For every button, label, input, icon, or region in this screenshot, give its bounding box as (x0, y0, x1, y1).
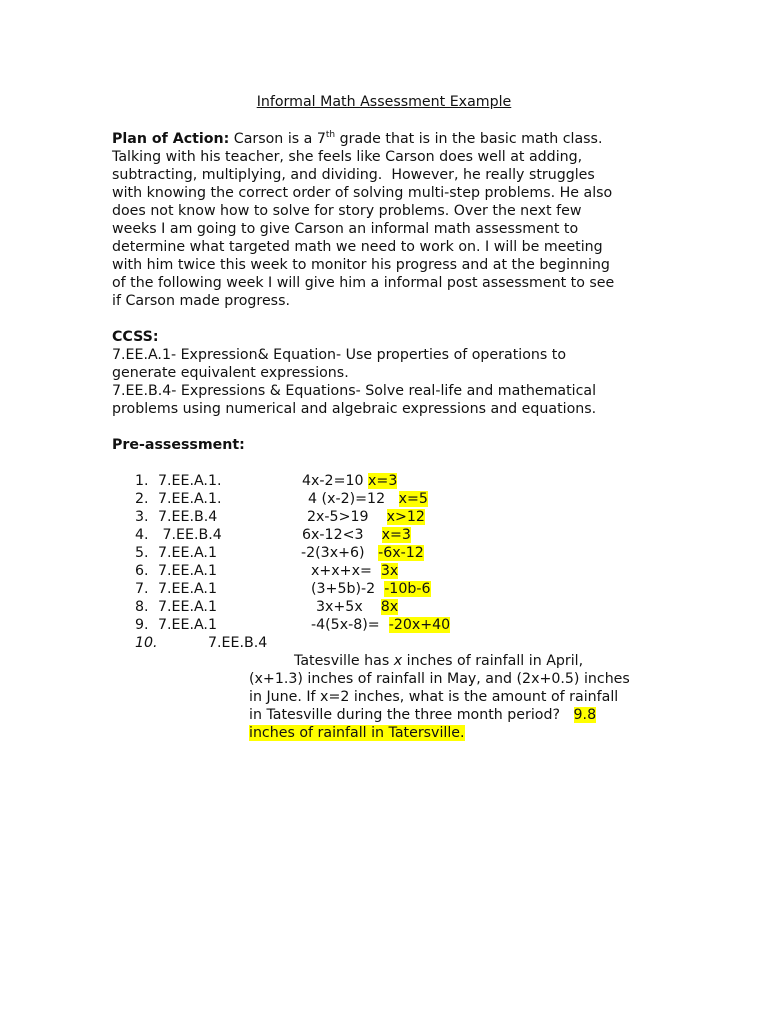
item-number: 7. (135, 581, 149, 597)
item-answer: 3x (380, 563, 399, 579)
plan-line: of the following week I will give him a informal post assessment to see (112, 275, 615, 291)
item-answer: x=3 (381, 527, 411, 543)
item-standard: 7.EE.B.4 (158, 509, 218, 525)
variable-x: x (393, 653, 403, 669)
word-problem-line: (x+1.3) inches of rainfall in May, and (2x+0.5) inches (249, 671, 630, 687)
word-problem-line: Tatesville has x inches of rainfall in April, (294, 653, 584, 669)
item-answer: -10b-6 (384, 581, 431, 597)
item-number: 3. (135, 509, 149, 525)
pre-assessment-heading: Pre-assessment: (112, 437, 245, 453)
document-title: Informal Math Assessment Example (256, 94, 512, 110)
item-answer: x=5 (398, 491, 428, 507)
plan-first-line (112, 130, 602, 148)
item-number: 5. (135, 545, 149, 561)
item-expression: 6x-12<3 x=3 (302, 527, 411, 543)
plan-first-post: grade that is in the basic math class. (335, 131, 603, 147)
ccss-line: problems using numerical and algebraic expressions and equations. (112, 401, 597, 417)
item-expression: 4x-2=10 x=3 (302, 473, 398, 489)
item-expression: 2x-5>19 x>12 (307, 509, 425, 525)
plan-line: subtracting, multiplying, and dividing. However, he really struggles (112, 167, 595, 183)
item-number: 9. (135, 617, 149, 633)
item-standard: 7.EE.A.1 (158, 599, 217, 615)
item-standard: 7.EE.A.1 (158, 581, 217, 597)
item-number: 10. (135, 635, 158, 651)
plan-line: Talking with his teacher, she feels like Carson does well at adding, (112, 149, 583, 165)
item-expression: 3x+5x 8x (316, 599, 399, 615)
item-answer: -6x-12 (378, 545, 424, 561)
item-answer: 9.8 (573, 707, 597, 723)
item-expression: -2(3x+6) -6x-12 (301, 545, 424, 561)
item-expression: (3+5b)-2 -10b-6 (311, 581, 431, 597)
word-problem-line: in June. If x=2 inches, what is the amount of rainfall (249, 689, 619, 705)
item-answer: -20x+40 (388, 617, 451, 633)
word-problem-answer-line (249, 724, 465, 742)
item-standard: 7.EE.A.1 (158, 545, 217, 561)
item-number: 2. (135, 491, 149, 507)
ccss-line: 7.EE.B.4- Expressions & Equations- Solve real-life and mathematical (112, 383, 597, 399)
item-number: 6. (135, 563, 149, 579)
plan-first-pre: Carson is a 7 (229, 131, 326, 147)
plan-line: weeks I am going to give Carson an informal math assessment to (112, 221, 579, 237)
item-number: 1. (135, 473, 149, 489)
item-number: 8. (135, 599, 149, 615)
item-standard: 7.EE.A.1. (158, 473, 222, 489)
item-standard: 7.EE.A.1 (158, 563, 217, 579)
item-standard: 7.EE.A.1. (158, 491, 222, 507)
item-expression: -4(5x-8)= -20x+40 (311, 617, 451, 633)
plan-line: with knowing the correct order of solving multi-step problems. He also (112, 185, 613, 201)
item-answer: x=3 (368, 473, 398, 489)
item-answer: x>12 (386, 509, 425, 525)
item-standard: 7.EE.B.4 (158, 527, 222, 543)
ccss-line: generate equivalent expressions. (112, 365, 349, 381)
item-expression: 4 (x-2)=12 x=5 (308, 491, 428, 507)
plan-line: does not know how to solve for story problems. Over the next few (112, 203, 582, 219)
item-number: 4. (135, 527, 149, 543)
word-problem-line: in Tatesville during the three month period? 9.8 (249, 707, 597, 723)
ccss-line: 7.EE.A.1- Expression& Equation- Use properties of operations to (112, 347, 567, 363)
item-answer: 8x (380, 599, 399, 615)
plan-line: determine what targeted math we need to work on. I will be meeting (112, 239, 603, 255)
item-standard: 7.EE.A.1 (158, 617, 217, 633)
plan-line: with him twice this week to monitor his progress and at the beginning (112, 257, 610, 273)
ccss-heading: CCSS: (112, 329, 159, 345)
item-answer-continued: inches of rainfall in Tatersville. (249, 725, 465, 741)
item-expression: x+x+x= 3x (311, 563, 399, 579)
plan-line: if Carson made progress. (112, 293, 290, 309)
plan-heading: Plan of Action: (112, 131, 230, 147)
plan-first-sup: th (325, 130, 336, 140)
item-standard: 7.EE.B.4 (208, 635, 268, 651)
